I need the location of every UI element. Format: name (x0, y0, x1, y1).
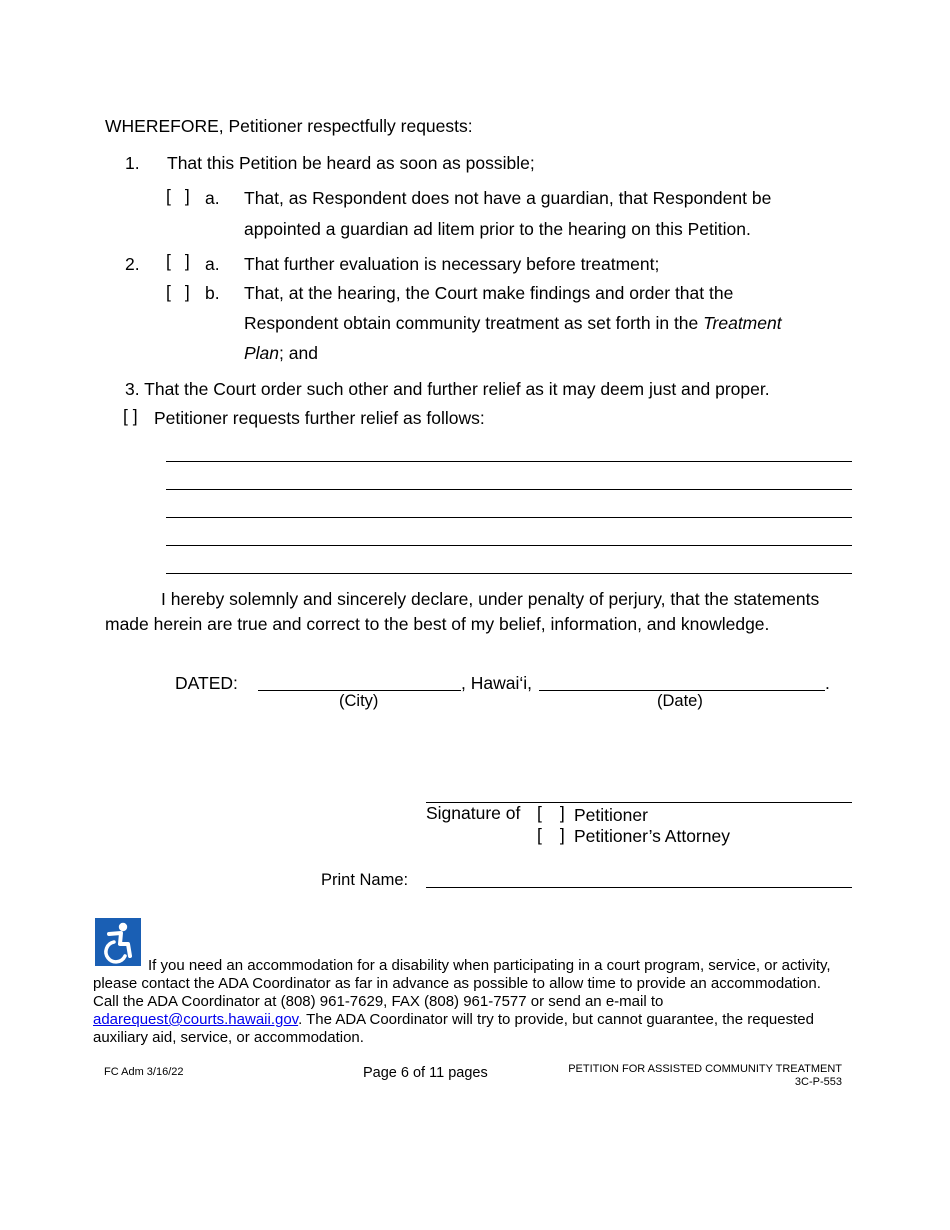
wherefore-heading: WHEREFORE, Petitioner respectfully requests: (105, 116, 473, 136)
item-1a-line2: appointed a guardian ad litem prior to the hearing on this Petition. (244, 219, 751, 239)
item-2a-text: That further evaluation is necessary before treatment; (244, 254, 660, 274)
item-1-text: That this Petition be heard as soon as possible; (167, 153, 535, 173)
footer-form-code: FC Adm 3/16/22 (104, 1066, 184, 1078)
further-relief-label: Petitioner requests further relief as follows: (154, 408, 485, 428)
checkbox-signature-attorney[interactable]: [ ] (537, 825, 565, 845)
dated-label: DATED: (175, 673, 238, 693)
accessibility-icon-graphic (95, 918, 141, 966)
ada-email-link[interactable]: adarequest@courts.hawaii.gov (93, 1011, 299, 1028)
item-2b-line3 (244, 342, 318, 364)
ada-line-3: Call the ADA Coordinator at (808) 961-7629, FAX (808) 961-7577 or send an e-mail to (93, 993, 664, 1010)
dated-period: . (825, 673, 830, 693)
option-petitioner: Petitioner (574, 805, 648, 825)
footer-form-title: PETITION FOR ASSISTED COMMUNITY TREATMENT (568, 1063, 842, 1075)
print-name-field[interactable] (426, 887, 852, 888)
checkbox-2a[interactable]: [ ] (166, 251, 190, 271)
item-1a-line1: That, as Respondent does not have a guardian, that Respondent be (244, 188, 772, 208)
city-caption: (City) (339, 692, 379, 710)
declaration-line-1: I hereby solemnly and sincerely declare, under penalty of perjury, that the statements (161, 589, 820, 609)
item-2b-line1: That, at the hearing, the Court make findings and order that the (244, 283, 734, 303)
further-relief-line-3[interactable] (166, 517, 852, 518)
treatment-plan-title-part2: Plan (244, 343, 280, 363)
date-caption: (Date) (657, 692, 703, 710)
item-1a-marker: a. (205, 188, 220, 208)
item-2a-marker: a. (205, 254, 220, 274)
checkbox-1a[interactable]: [ ] (166, 186, 190, 206)
option-attorney: Petitioner’s Attorney (574, 826, 730, 846)
checkbox-signature-petitioner[interactable]: [ ] (537, 803, 565, 823)
item-2-number: 2. (125, 254, 140, 274)
further-relief-line-2[interactable] (166, 489, 852, 490)
treatment-plan-title-part1: Treatment (703, 313, 782, 333)
print-name-label: Print Name: (321, 871, 409, 889)
item-1-number: 1. (125, 153, 140, 173)
footer-page-number: Page 6 of 11 pages (363, 1065, 488, 1081)
signature-label: Signature of (426, 803, 521, 823)
item-2b-line2-text: Respondent obtain community treatment as set forth in the (244, 313, 704, 333)
checkbox-2b[interactable]: [ ] (166, 282, 190, 302)
ada-line-4 (93, 1011, 814, 1029)
item-2b-line2 (244, 312, 782, 334)
ada-line-4-text: . The ADA Coordinator will try to provide, but cannot guarantee, the requested (298, 1011, 814, 1028)
further-relief-line-5[interactable] (166, 573, 852, 574)
further-relief-line-1[interactable] (166, 461, 852, 462)
further-relief-line-4[interactable] (166, 545, 852, 546)
accessibility-icon (95, 918, 141, 966)
footer-form-number: 3C-P-553 (794, 1076, 842, 1088)
item-2b-marker: b. (205, 283, 220, 303)
item-3-text: 3. That the Court order such other and further relief as it may deem just and proper. (125, 379, 770, 399)
declaration-line-2: made herein are true and correct to the best of my belief, information, and knowledge. (105, 614, 770, 634)
ada-line-2: please contact the ADA Coordinator as far in advance as possible to allow time to provide an accommodation. (93, 975, 821, 992)
hawaii-label: , Hawai‘i, (461, 673, 532, 693)
item-2b-line3-text: ; and (279, 343, 318, 363)
checkbox-further-relief[interactable]: [ ] (123, 406, 138, 426)
ada-line-5: auxiliary aid, service, or accommodation. (93, 1029, 364, 1046)
ada-line-1: If you need an accommodation for a disability when participating in a court program, service, or activity, (148, 957, 831, 974)
